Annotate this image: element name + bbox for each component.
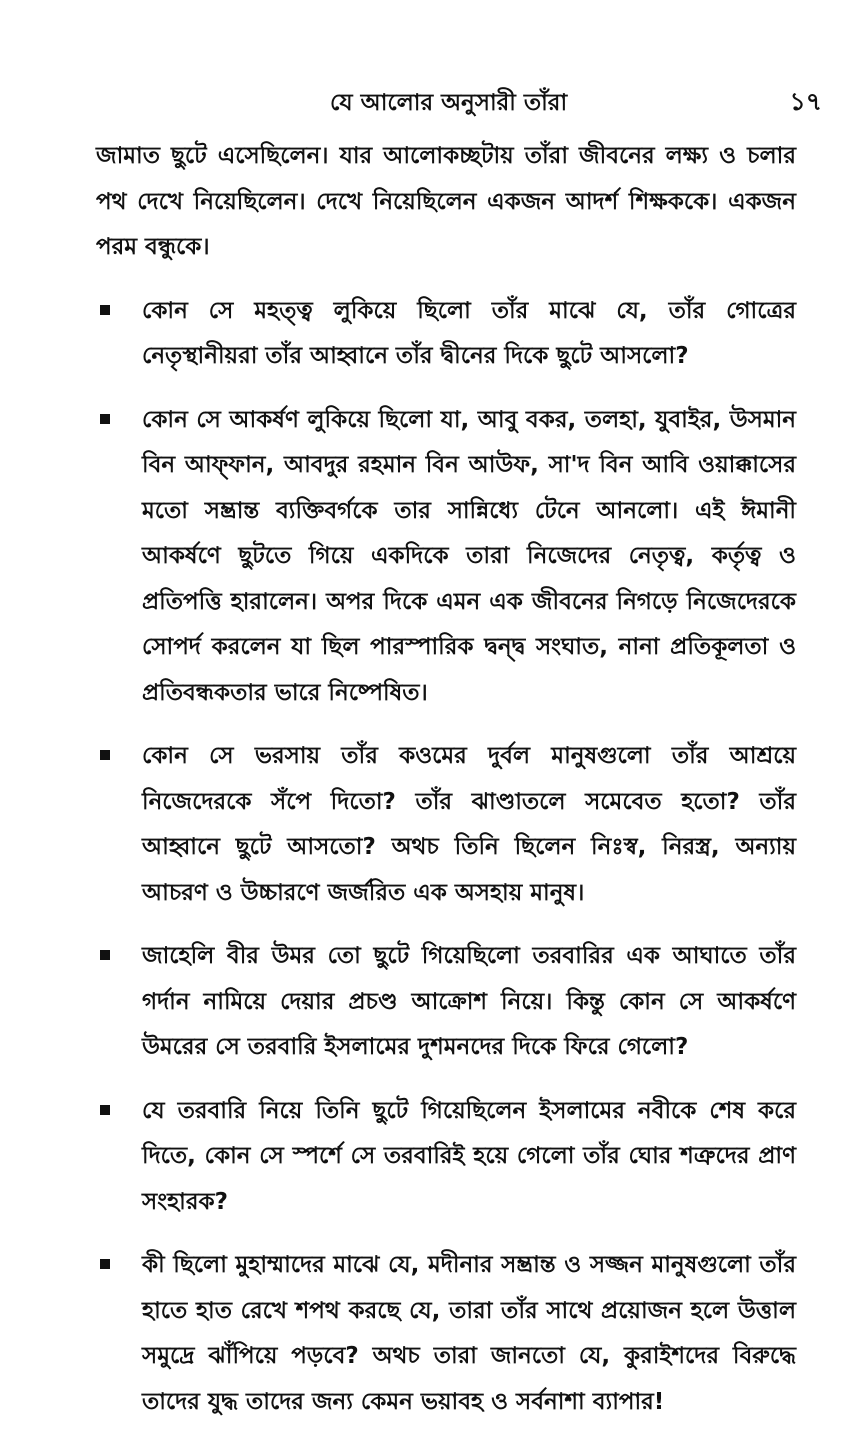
list-item-text: কী ছিলো মুহাম্মাদের মাঝে যে, মদীনার সম্ভ্রান্ত ও সজ্জন মানুষগুলো তাঁর হাতে হাত রেখে শপথ করছে যে, তারা তাঁর সাথে প্রয়োজন হলে উত্তাল সমুদ্রে ঝাঁপিয়ে পড়বে? অথচ তারা জানতো যে, কুরাইশদের বিরুদ্ধে তাদের যুদ্ধ তাদের জন্য কেমন ভয়াবহ ও সর্বনাশা ব্যাপার! xyxy=(142,1252,796,1415)
square-bullet-icon xyxy=(100,1259,110,1269)
page-number: ১৭ xyxy=(789,87,822,116)
list-item-text: জাহেলি বীর উমর তো ছুটে গিয়েছিলো তরবারির এক আঘাতে তাঁর গর্দান নামিয়ে দেয়ার প্রচণ্ড আক্রোশ নিয়ে। কিন্তু কোন সে আকর্ষণে উমরের সে তরবারি ইসলামের দুশমনদের দিকে ফিরে গেলো? xyxy=(142,943,796,1060)
intro-paragraph: জামাত ছুটে এসেছিলেন। যার আলোকচ্ছটায় তাঁরা জীবনের লক্ষ্য ও চলার পথ দেখে নিয়েছিলেন। দেখে নিয়েছিলেন একজন আদর্শ শিক্ষককে। একজন পরম বন্ধুকে। xyxy=(96,143,796,260)
running-title: যে আলোর অনুসারী তাঁরা xyxy=(330,90,568,116)
square-bullet-icon xyxy=(100,950,110,960)
square-bullet-icon xyxy=(100,414,110,424)
question-list xyxy=(96,289,796,1426)
page-body xyxy=(96,134,796,1443)
list-item xyxy=(96,1089,796,1226)
list-item xyxy=(96,398,796,717)
list-item-text: কোন সে ভরসায় তাঁর কওমের দুর্বল মানুষগুলো তাঁর আশ্রয়ে নিজেদেরকে সঁপে দিতো? তাঁর ঝাণ্ডাতলে সমেবেত হতো? তাঁর আহ্বানে ছুটে আসতো? অথচ তিনি ছিলেন নিঃস্ব, নিরস্ত্র, অন্যায় আচরণ ও উচ্চারণে জর্জরিত এক অসহায় মানুষ। xyxy=(142,743,796,906)
list-item-text: কোন সে আকর্ষণ লুকিয়ে ছিলো যা, আবু বকর, তলহা, যুবাইর, উসমান বিন আফ্ফান, আবদুর রহমান বিন আউফ, সা'দ বিন আবি ওয়াক্কাসের মতো সম্ভ্রান্ত ব্যক্তিবর্গকে তার সান্নিধ্যে টেনে আনলো। এই ঈমানী আকর্ষণে ছুটতে গিয়ে একদিকে তারা নিজেদের নেতৃত্ব, কর্তৃত্ব ও প্রতিপত্তি হারালেন। অপর দিকে এমন এক জীবনের নিগড়ে নিজেদেরকে সোপর্দ করলেন যা ছিল পারস্পারিক দ্বন্দ্ব সংঘাত, নানা প্রতিকূলতা ও প্রতিবন্ধকতার ভারে নিষ্পেষিত। xyxy=(142,406,796,706)
list-item xyxy=(96,734,796,916)
square-bullet-icon xyxy=(100,750,110,760)
list-item xyxy=(96,289,796,380)
list-item-text: কোন সে মহত্ত্ব লুকিয়ে ছিলো তাঁর মাঝে যে, তাঁর গোত্রের নেতৃস্থানীয়রা তাঁর আহ্বানে তাঁর দ্বীনের দিকে ছুটে আসলো? xyxy=(142,297,796,369)
list-item-text: যে তরবারি নিয়ে তিনি ছুটে গিয়েছিলেন ইসলামের নবীকে শেষ করে দিতে, কোন সে স্পর্শে সে তরবারিই হয়ে গেলো তাঁর ঘোর শত্রুদের প্রাণ সংহারক? xyxy=(142,1097,796,1215)
list-item xyxy=(96,1243,796,1425)
list-item xyxy=(96,934,796,1071)
square-bullet-icon xyxy=(100,305,110,315)
page-header xyxy=(0,78,868,118)
square-bullet-icon xyxy=(100,1105,110,1115)
